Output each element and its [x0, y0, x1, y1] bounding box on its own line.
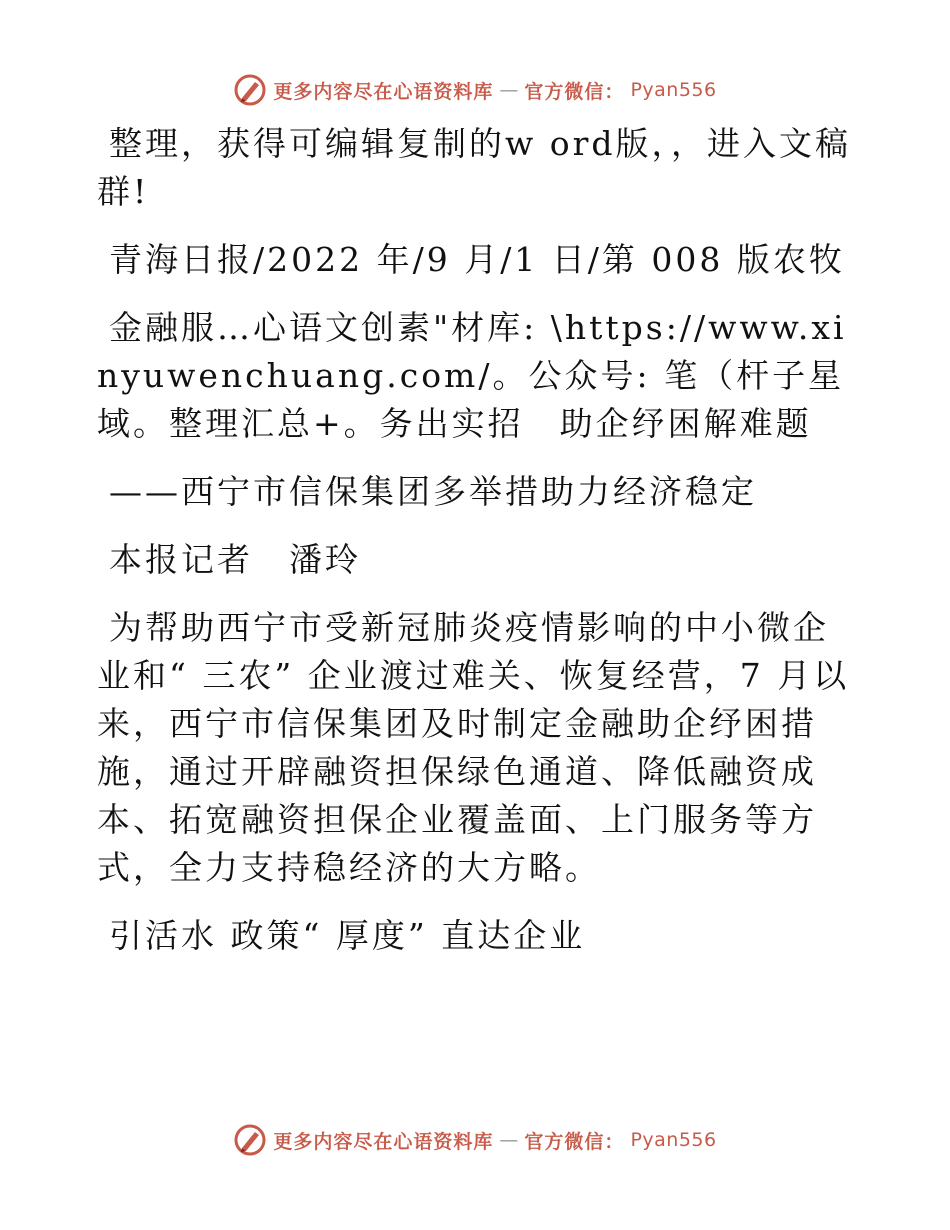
body-paragraph: 为帮助西宁市受新冠肺炎疫情影响的中小微企业和“ 三农” 企业渡过难关、恢复经营，7 月以来，西宁市信保集团及时制定金融助企纾困措施，通过开辟融资担保绿色通道、降低融资成本、拓宽融资担保企业覆盖面、上门服务等方式，全力支持稳经济的大方略。: [97, 608, 850, 887]
watermark-wechat-id: Pyan556: [630, 79, 717, 101]
article-body: [97, 120, 857, 960]
watermark-separator: —: [499, 1129, 519, 1151]
source-line: 青海日报/2022 年/9 月/1 日/第 008 版农牧: [109, 240, 845, 279]
watermark-wechat-id: Pyan556: [630, 1129, 717, 1151]
pen-logo-icon: [233, 73, 267, 107]
watermark-wechat-label: 官方微信：: [524, 1130, 625, 1153]
watermark-main-text: 更多内容尽在心语资料库: [273, 1130, 494, 1153]
watermark-separator: —: [499, 79, 519, 101]
section-heading: 引活水 政策“ 厚度” 直达企业: [109, 916, 586, 955]
watermark-main-text: 更多内容尽在心语资料库: [273, 80, 494, 103]
mixed-header-paragraph: 金融服…心语文创素"材库: \https://www.xinyuwenchuang.com/。公众号: 笔（杆子星域。整理汇总+。务出实招 助企纾困解难题: [97, 308, 847, 443]
intro-paragraph: 整理，获得可编辑复制的w ord版，，进入文稿群!: [97, 124, 852, 211]
watermark-wechat-label: 官方微信：: [524, 80, 625, 103]
pen-logo-icon: [233, 1123, 267, 1157]
watermark-banner-top: [0, 70, 950, 110]
reporter-line: 本报记者 潘玲: [109, 540, 361, 579]
watermark-banner-bottom: [0, 1120, 950, 1160]
article-subtitle: ——西宁市信保集团多举措助力经济稳定: [109, 472, 757, 511]
